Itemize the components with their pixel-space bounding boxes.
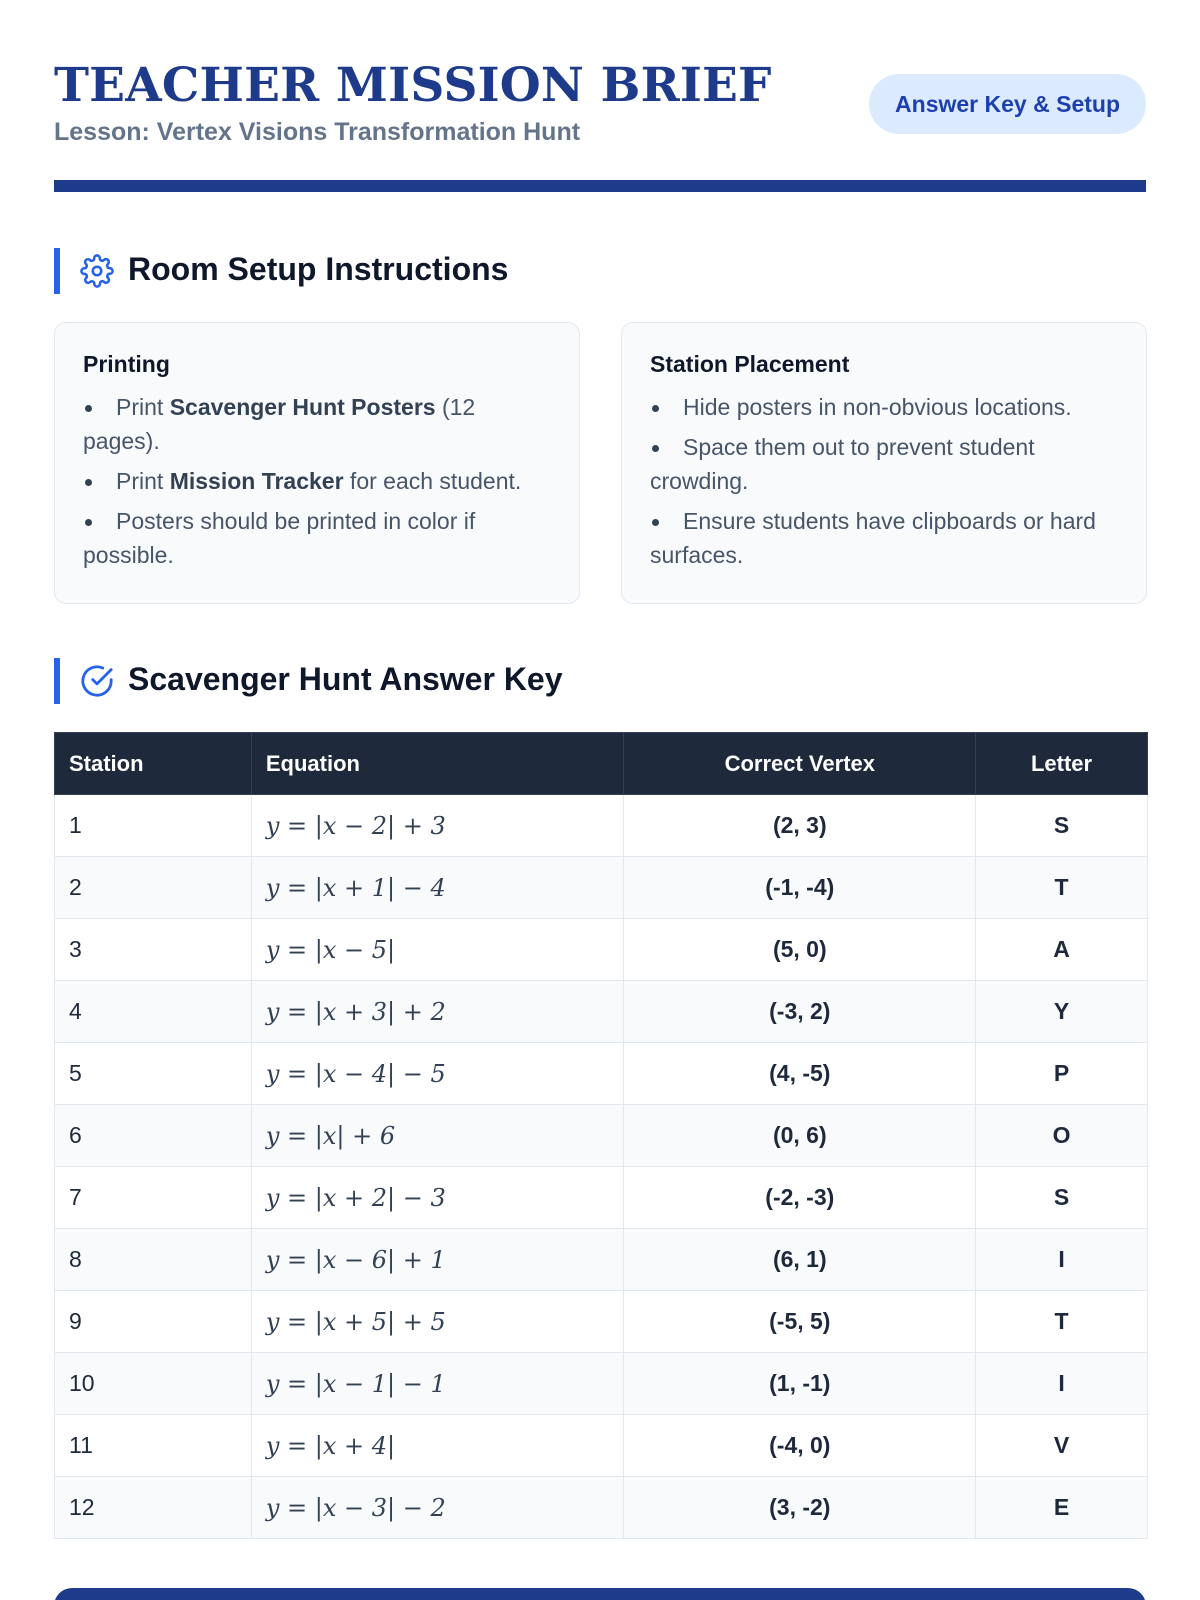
vertex-cell: (4, -5) [624,1043,976,1105]
table-row [55,1291,1148,1353]
table-row [55,1477,1148,1539]
vertex-cell: (-3, 2) [624,981,976,1043]
station-cell: 9 [55,1291,252,1353]
column-header-vertex: Correct Vertex [624,733,976,795]
letter-cell: P [976,1043,1148,1105]
check-circle-icon [80,664,114,698]
vertex-cell: (5, 0) [624,919,976,981]
list-item: Print Mission Tracker for each student. [83,464,553,498]
table-row [55,981,1148,1043]
footer-bar [54,1588,1146,1600]
letter-cell: S [976,795,1148,857]
list-item: Posters should be printed in color if possible. [83,504,553,572]
equation-cell: y = |x − 3| − 2 [251,1477,624,1539]
list-item: Ensure students have clipboards or hard surfaces. [650,504,1120,572]
vertex-cell: (-2, -3) [624,1167,976,1229]
station-cell: 12 [55,1477,252,1539]
equation-cell: y = |x + 5| + 5 [251,1291,624,1353]
answer-key-table [54,732,1148,1539]
letter-cell: V [976,1415,1148,1477]
table-row [55,919,1148,981]
letter-cell: I [976,1353,1148,1415]
column-header-station: Station [55,733,252,795]
station-placement-card [621,322,1147,604]
table-row [55,1043,1148,1105]
vertex-cell: (0, 6) [624,1105,976,1167]
setup-section-heading [54,248,1146,294]
printing-card [54,322,580,604]
vertex-cell: (-5, 5) [624,1291,976,1353]
lesson-subtitle: Lesson: Vertex Visions Transformation Hunt [54,118,581,146]
letter-cell: S [976,1167,1148,1229]
station-cell: 6 [55,1105,252,1167]
setup-section-title: Room Setup Instructions [128,251,509,287]
placement-card-title: Station Placement [650,351,850,377]
table-row [55,795,1148,857]
equation-cell: y = |x| + 6 [251,1105,624,1167]
table-row [55,1167,1148,1229]
station-cell: 4 [55,981,252,1043]
section-accent-bar [54,248,60,294]
station-cell: 7 [55,1167,252,1229]
equation-cell: y = |x + 4| [251,1415,624,1477]
vertex-cell: (1, -1) [624,1353,976,1415]
section-accent-bar [54,658,60,704]
equation-cell: y = |x − 2| + 3 [251,795,624,857]
table-row [55,857,1148,919]
station-cell: 1 [55,795,252,857]
equation-cell: y = |x − 1| − 1 [251,1353,624,1415]
column-header-letter: Letter [976,733,1148,795]
table-row [55,1353,1148,1415]
letter-cell: O [976,1105,1148,1167]
vertex-cell: (2, 3) [624,795,976,857]
station-cell: 3 [55,919,252,981]
letter-cell: E [976,1477,1148,1539]
list-item: Print Scavenger Hunt Posters (12 pages). [83,390,553,458]
equation-cell: y = |x − 4| − 5 [251,1043,624,1105]
answer-key-rows [55,795,1148,1539]
table-row [55,1415,1148,1477]
table-row [55,1105,1148,1167]
letter-cell: A [976,919,1148,981]
equation-cell: y = |x + 2| − 3 [251,1167,624,1229]
equation-cell: y = |x + 3| + 2 [251,981,624,1043]
table-row [55,1229,1148,1291]
answer-key-section-heading [54,658,1146,704]
station-cell: 10 [55,1353,252,1415]
letter-cell: T [976,857,1148,919]
page-title: TEACHER MISSION BRIEF [54,58,772,113]
letter-cell: T [976,1291,1148,1353]
printing-list [83,390,553,572]
column-header-equation: Equation [251,733,624,795]
letter-cell: I [976,1229,1148,1291]
answer-key-badge: Answer Key & Setup [869,74,1146,134]
station-cell: 5 [55,1043,252,1105]
equation-cell: y = |x − 6| + 1 [251,1229,624,1291]
header-divider [54,180,1146,192]
page-header [54,54,1146,194]
vertex-cell: (6, 1) [624,1229,976,1291]
equation-cell: y = |x − 5| [251,919,624,981]
placement-list [650,390,1120,572]
station-cell: 11 [55,1415,252,1477]
vertex-cell: (-1, -4) [624,857,976,919]
station-cell: 8 [55,1229,252,1291]
gear-icon [80,254,114,288]
equation-cell: y = |x + 1| − 4 [251,857,624,919]
vertex-cell: (-4, 0) [624,1415,976,1477]
printing-card-title: Printing [83,351,170,377]
table-header-row [55,733,1148,795]
list-item: Space them out to prevent student crowding. [650,430,1120,498]
letter-cell: Y [976,981,1148,1043]
list-item: Hide posters in non-obvious locations. [650,390,1120,424]
vertex-cell: (3, -2) [624,1477,976,1539]
station-cell: 2 [55,857,252,919]
answer-key-section-title: Scavenger Hunt Answer Key [128,661,563,697]
